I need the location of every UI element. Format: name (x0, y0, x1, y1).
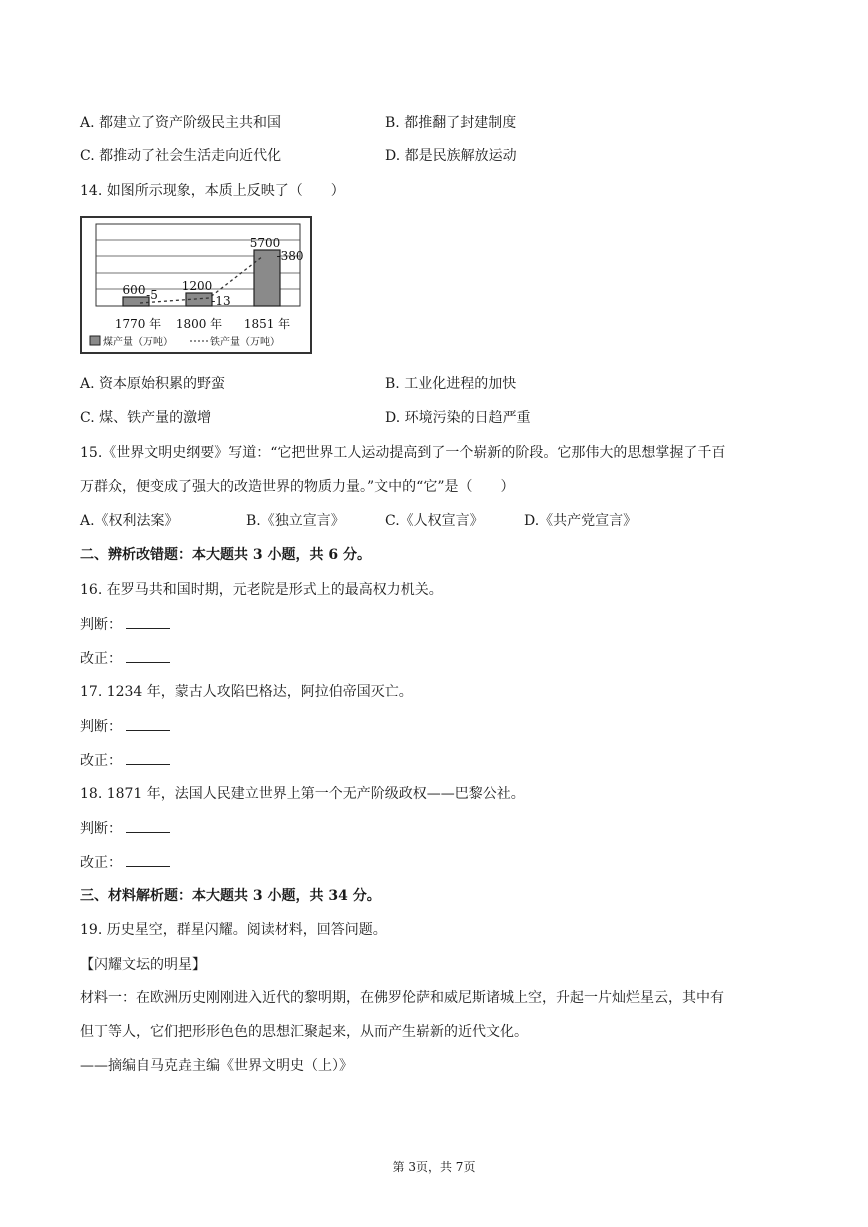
coal-value-label: 600 (122, 283, 146, 297)
answer-blank (126, 852, 170, 867)
q16-judge (80, 614, 170, 635)
q14-option-d: D. 环境污染的日趋严重 (385, 410, 531, 426)
category-label: 1851 年 (243, 317, 291, 331)
q15-stem-line1: 15.《世界文明史纲要》写道：“它把世界工人运动提高到了一个崭新的阶段。它那伟大的思想掌握了千百 (80, 445, 726, 461)
judge-label: 判断： (80, 821, 122, 837)
q13-option-d: D. 都是民族解放运动 (385, 148, 517, 164)
q17-stem: 17. 1234 年，蒙古人攻陷巴格达，阿拉伯帝国灭亡。 (80, 684, 413, 700)
material-source: ——摘编自马克垚主编《世界文明史（上）》 (80, 1058, 353, 1074)
q15-stem-line2: 万群众，便变成了强大的改造世界的物质力量。”文中的“它”是（ ） (80, 479, 515, 495)
q17-correct (80, 750, 170, 771)
judge-label: 判断： (80, 719, 122, 735)
legend-label-coal: 煤产量（万吨） (103, 337, 173, 348)
q14-stem: 14. 如图所示现象，本质上反映了（ ） (80, 183, 345, 199)
section2-heading: 二、辨析改错题：本大题共 3 小题，共 6 分。 (80, 547, 371, 563)
iron-value-label: -13 (211, 294, 231, 308)
page-footer: 第 3页，共 7页 (392, 1160, 476, 1174)
q14-option-c: C. 煤、铁产量的激增 (80, 410, 212, 426)
material-line1: 材料一：在欧洲历史刚刚进入近代的黎明期，在佛罗伦萨和威尼斯诸城上空，升起一片灿烂星云，其中有 (80, 990, 724, 1006)
q18-stem: 18. 1871 年，法国人民建立世界上第一个无产阶级政权——巴黎公社。 (80, 786, 525, 802)
q16-correct (80, 648, 170, 669)
q17-judge (80, 716, 170, 737)
q16-stem: 16. 在罗马共和国时期，元老院是形式上的最高权力机关。 (80, 582, 443, 598)
category-label: 1800 年 (175, 317, 223, 331)
q14-option-b: B. 工业化进程的加快 (385, 376, 517, 392)
answer-blank (126, 648, 170, 663)
q19-subheading: 【闪耀文坛的明星】 (80, 957, 206, 973)
q14-option-a: A. 资本原始积累的野蛮 (80, 376, 226, 392)
legend-label-iron: 铁产量（万吨） (210, 337, 280, 348)
correct-label: 改正： (80, 753, 122, 769)
coal-bar (123, 297, 149, 306)
coal-value-label: 5700 (249, 236, 281, 250)
answer-blank (126, 818, 170, 833)
chart-svg (82, 218, 310, 352)
q18-correct (80, 852, 170, 873)
q13-option-c: C. 都推动了社会生活走向近代化 (80, 148, 282, 164)
judge-label: 判断： (80, 617, 122, 633)
answer-blank (126, 716, 170, 731)
answer-blank (126, 750, 170, 765)
q15-option-a: A.《权利法案》 (80, 513, 179, 529)
category-label: 1770 年 (114, 317, 162, 331)
q13-option-b: B. 都推翻了封建制度 (385, 115, 517, 131)
q19-stem: 19. 历史星空，群星闪耀。阅读材料，回答问题。 (80, 922, 387, 938)
q15-option-d: D.《共产党宣言》 (524, 513, 638, 529)
correct-label: 改正： (80, 651, 122, 667)
iron-value-label: -380 (276, 249, 304, 263)
material-line2: 但丁等人，它们把形形色色的思想汇聚起来，从而产生崭新的近代文化。 (80, 1024, 528, 1040)
q18-judge (80, 818, 170, 839)
coal-value-label: 1200 (181, 279, 213, 293)
correct-label: 改正： (80, 855, 122, 871)
section3-heading: 三、材料解析题：本大题共 3 小题，共 34 分。 (80, 888, 381, 904)
coal-iron-chart (80, 216, 312, 354)
q15-option-b: B.《独立宣言》 (246, 513, 345, 529)
iron-value-label: -5 (146, 288, 158, 302)
legend-swatch-coal (90, 336, 100, 345)
answer-blank (126, 614, 170, 629)
q15-option-c: C.《人权宣言》 (385, 513, 484, 529)
q13-option-a: A. 都建立了资产阶级民主共和国 (80, 115, 282, 131)
